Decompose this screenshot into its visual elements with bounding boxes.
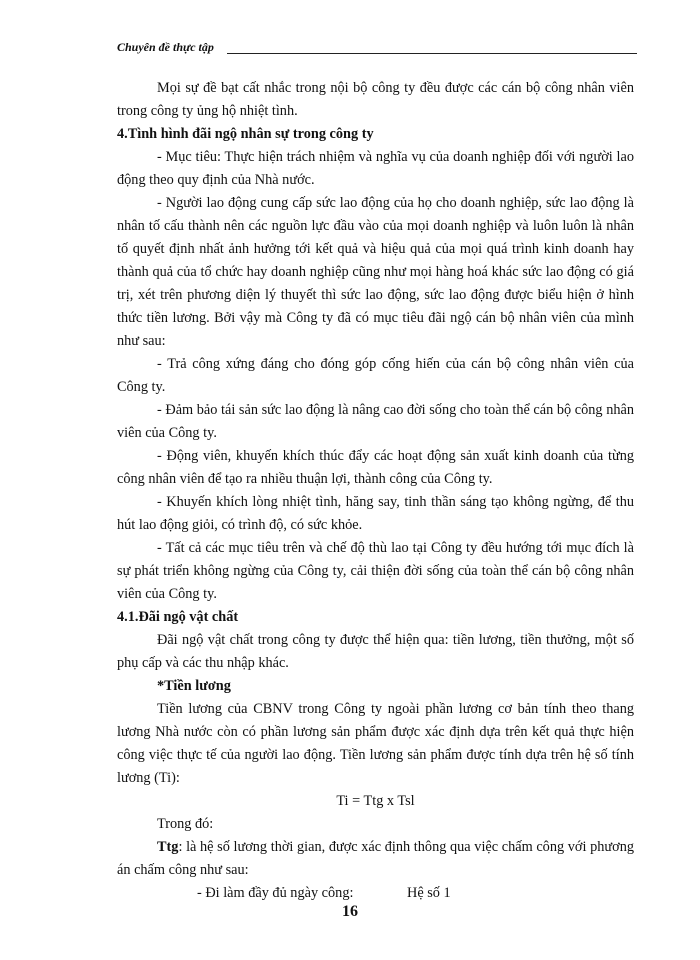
paragraph: - Động viên, khuyến khích thúc đẩy các hoạt động sản xuất kinh doanh của từng công nhân viên để tạo ra nhiều thuận lợi, thành công của Công ty. [117,448,634,487]
header-title: Chuyên đề thực tập [117,40,214,54]
paragraph: Đãi ngộ vật chất trong công ty được thể hiện qua: tiền lương, tiền thưởng, một số phụ cấp và các thu nhập khác. [117,632,634,671]
paragraph: - Khuyến khích lòng nhiệt tình, hăng say, tinh thần sáng tạo không ngừng, để thu hút lao động giỏi, có trình độ, có sức khỏe. [117,494,634,533]
section-heading: 4.1.Đãi ngộ vật chất [117,609,239,625]
header-rule [227,53,637,54]
page-number: 16 [342,903,358,920]
paragraph: - Mục tiêu: Thực hiện trách nhiệm và nghĩa vụ của doanh nghiệp đối với người lao động theo quy định của Nhà nước. [117,149,634,188]
paragraph [117,882,634,905]
paragraph: Trong đó: [157,816,214,832]
paragraph: - Người lao động cung cấp sức lao động của họ cho doanh nghiệp, sức lao động là nhân tố cấu thành nên các nguồn lực đầu vào của mọi doanh nghiệp và luôn luôn là nhân tố quyết định nhất ảnh hưởng tới kết quả và hiệu quả của mọi quá trình kinh doanh hay thành quả của tổ chức hay doanh nghiệp cũng như mọi hàng hoá khác sức lao động có giá trị, xét trên phương diện lý thuyết thì sức lao động, sức lao động được biểu hiện ở hình thức tiền lương. Bởi vậy mà Công ty đã có mục tiêu đãi ngộ cán bộ nhân viên của mình như sau: [117,195,634,349]
formula: Ti = Ttg x Tsl [336,793,415,809]
list-item-value: Hệ số 1 [407,885,451,901]
section-heading: 4.Tình hình đãi ngộ nhân sự trong công ty [117,126,374,142]
paragraph: - Đảm bảo tái sản sức lao động là nâng cao đời sống cho toàn thể cán bộ công nhân viên của Công ty. [117,402,634,441]
term-ttg: Ttg [157,839,179,855]
page-header [117,40,637,58]
subsection-heading: *Tiền lương [157,678,231,694]
term-definition: : là hệ số lương thời gian, được xác định thông qua việc chấm công với phương án chấm công như sau: [117,839,634,878]
paragraph: Mọi sự đề bạt cất nhắc trong nội bộ công ty đều được các cán bộ công nhân viên trong công ty ủng hộ nhiệt tình. [117,80,634,119]
paragraph: - Tất cả các mục tiêu trên và chế độ thù lao tại Công ty đều hướng tới mục đích là sự phát triển không ngừng của Công ty, cải thiện đời sống của toàn thể cán bộ công nhân viên của Công ty. [117,540,634,602]
paragraph [117,836,634,882]
document-body [117,77,634,905]
paragraph: - Trả công xứng đáng cho đóng góp cống hiến của cán bộ công nhân viên của Công ty. [117,356,634,395]
paragraph: Tiền lương của CBNV trong Công ty ngoài phần lương cơ bản tính theo thang lương Nhà nước còn có phần lương sản phẩm được xác định dựa trên kết quả thực hiện công việc thực tế của người lao động. Tiền lương sản phẩm được tính dựa trên hệ số tính lương (Ti): [117,701,634,786]
list-item-label: - Đi làm đầy đủ ngày công: [197,885,354,901]
